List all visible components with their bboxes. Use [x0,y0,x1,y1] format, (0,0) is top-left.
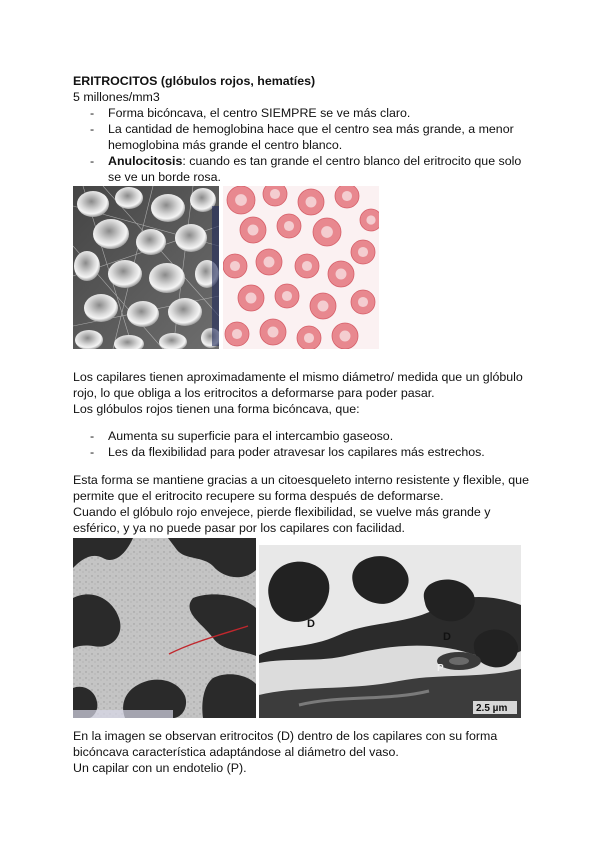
sem-micrograph-image [73,186,219,349]
list-item-text: : cuando es tan grande el centro blanco del eritrocito que solo [182,154,522,168]
paragraph-line: En la imagen se observan eritrocitos (D) dentro de los capilares con su forma [73,729,498,743]
bullet-dash: - [90,106,95,120]
document-title: ERITROCITOS (glóbulos rojos, hematíes) [73,74,316,88]
red-blood-cell [335,186,359,208]
bullet-dash: - [90,445,95,459]
red-blood-cell [277,214,301,238]
red-blood-cell [310,293,336,319]
tem-capillary-image-left [73,538,256,718]
rbc-count: 5 millones/mm3 [73,90,160,104]
list-item: Forma bicóncava, el centro SIEMPRE se ve más claro. [108,106,411,120]
term-anulocitosis: Anulocitosis [108,154,183,168]
red-blood-cell [351,240,375,264]
bullet-dash: - [90,429,95,443]
red-blood-cell [295,254,319,278]
red-blood-cell [328,261,354,287]
paragraph-line: permite que el eritrocito recupere su forma después de deformarse. [73,489,444,503]
paragraph-line: Esta forma se mantiene gracias a un citoesqueleto interno resistente y flexible, que [73,473,529,487]
list-item-continuation: se ve un borde rosa. [108,170,221,184]
red-blood-cell [297,326,321,349]
list-item: La cantidad de hemoglobina hace que el centro sea más grande, a menor [108,122,514,136]
paragraph-line: Los glóbulos rojos tienen una forma bicóncava, que: [73,402,360,416]
red-blood-cell [238,285,264,311]
paragraph-line: esférico, y ya no puede pasar por los capilares con facilidad. [73,521,405,535]
red-blood-cell [263,186,287,206]
blood-smear-image [223,186,379,349]
red-blood-cell [223,254,247,278]
list-item [108,153,521,169]
paragraph-line: rojo, lo que obliga a los eritrocitos a deformarse para poder pasar. [73,386,435,400]
red-blood-cell [227,186,255,214]
paragraph-line: Un capilar con un endotelio (P). [73,761,247,775]
red-blood-cell [240,217,266,243]
bullet-dash: - [90,154,95,168]
red-blood-cell [313,218,341,246]
list-item-continuation: hemoglobina más grande el centro blanco. [108,138,343,152]
paragraph-line: bicóncava característica adaptándose al diámetro del vaso. [73,745,399,759]
red-blood-cell [256,249,282,275]
bullet-dash: - [90,122,95,136]
tem-capillary-image-right [259,545,521,718]
label-d-left: D [307,618,315,630]
list-item: Les da flexibilidad para poder atravesar los capilares más estrechos. [108,445,485,459]
red-blood-cell [360,209,379,231]
red-blood-cell [298,189,324,215]
red-blood-cell [260,319,286,345]
red-blood-cell [275,284,299,308]
label-d-right: D [443,631,451,643]
scale-bar-label: 2.5 µm [476,703,508,714]
paragraph-line: Cuando el glóbulo rojo envejece, pierde flexibilidad, se vuelve más grande y [73,505,491,519]
red-blood-cell [332,323,358,349]
label-p: P [437,663,444,674]
paragraph-line: Los capilares tienen aproximadamente el mismo diámetro/ medida que un glóbulo [73,370,523,384]
red-blood-cell [225,322,249,346]
list-item: Aumenta su superficie para el intercambio gaseoso. [108,429,394,443]
red-blood-cell [351,290,375,314]
